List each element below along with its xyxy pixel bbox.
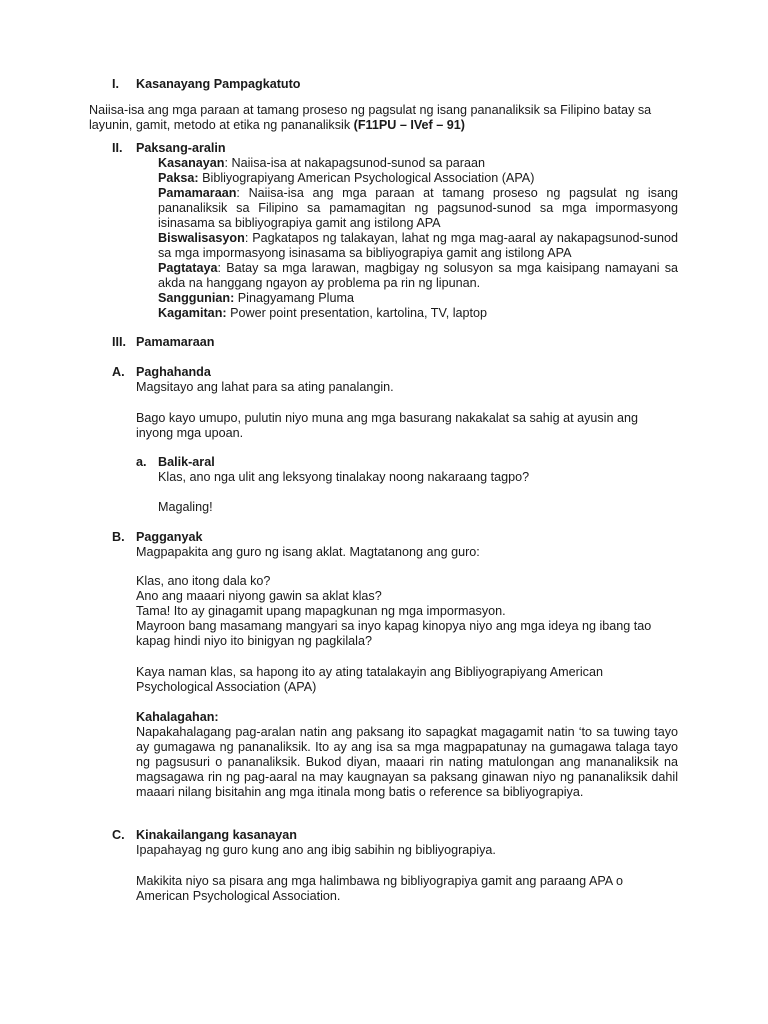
item-sep: : [244,231,253,245]
item-text: Batay sa mga larawan, magbigay ng solusyon sa mga kaisipang namayani sa akda na hanggang ngayon ay problema pa rin ng lipunan. [158,261,678,290]
kahalagahan-body: Napakahalagang pag-aralan natin ang paksang ito sapagkat magagamit natin ‘to sa tuwing tayo ay gumagawa ng pananaliksik. Ito ay ang isa sa mga magpapatunay na gumagawa talaga tayo ng pagsusuri o pananaliksik. Bukod diyan, maaari rin nating matulongan ang mananaliksik na magsagawa rin ng pag-aaral na may kaugnayan sa paksang ginawan niyo ng pananaliksik dahil maaari nilang bisitahin ang mga itinala mong batis o reference sa bibliyograpiya. [136,725,678,799]
item-sep: : [217,261,227,275]
section-1-number: I. [112,77,119,91]
item-label: Sanggunian: [158,291,235,305]
item-text: Naiisa-isa ang mga paraan at tamang proseso ng pagsulat ng isang pananaliksik sa Filipino sa pamamagitan ng pagsunod-sunod sa mga impormasyong isinasama sa bibliyograpiya gamit ang istilong APA [158,186,678,230]
subsection-b-number: B. [112,530,125,544]
balik-aral-p2: Magaling! [158,500,213,514]
question-line: Tama! Ito ay ginagamit upang mapagkunan ng mga impormasyon. [136,604,506,618]
subsection-b-title: Pagganyak [136,530,203,544]
section-3-title: Pamamaraan [136,335,215,349]
balik-aral-title: Balik-aral [158,455,215,469]
section-2-title: Paksang-aralin [136,141,226,155]
item-paksa [158,171,678,186]
item-kagamitan [158,306,678,321]
subsection-a-number: A. [112,365,125,379]
balik-aral-number: a. [136,455,147,469]
paksang-aralin-list [158,156,678,321]
item-text: Naiisa-isa at nakapagsunod-sunod sa paraan [231,156,485,170]
question-line: Ano ang maaari niyong gawin sa aklat klas? [136,589,382,603]
item-sanggunian [158,291,678,306]
item-sep: : [224,156,232,170]
item-label: Kagamitan: [158,306,227,320]
item-label: Kasanayan [158,156,225,170]
subsection-a-title: Paghahanda [136,365,211,379]
section-3-number: III. [112,335,126,349]
section-1-body-text: Naiisa-isa ang mga paraan at tamang proseso ng pagsulat ng isang pananaliksik sa Filipino batay sa layunin, gamit, metodo at etika ng pananaliksik [89,103,652,132]
competency-code: (F11PU – IVef – 91) [353,118,465,132]
item-sep: : [236,186,249,200]
item-text: Pagkatapos ng talakayan, lahat ng mga mag-aaral ay nakapagsunod-sunod sa mga impormasyong isinasama sa bibliyograpiya gamit ang istilong APA [158,231,678,260]
item-label: Biswalisasyon [158,231,245,245]
paghahanda-p2: Bago kayo umupo, pulutin niyo muna ang mga basurang nakakalat sa sahig at ayusin ang inyong mga upoan. [136,411,638,440]
item-pagtataya [158,261,678,291]
subsection-c-title: Kinakailangang kasanayan [136,828,297,842]
kasanayan-p2: Makikita niyo sa pisara ang mga halimbawa ng bibliyograpiya gamit ang paraang APA o American Psychological Association. [136,874,624,903]
kahalagahan-title: Kahalagahan: [136,710,219,724]
section-2-number: II. [112,141,123,155]
item-label: Pagtataya [158,261,218,275]
section-1-title: Kasanayang Pampagkatuto [136,77,301,91]
subsection-c-number: C. [112,828,125,842]
item-label: Pamamaraan [158,186,237,200]
item-biswalisasyon [158,231,678,261]
item-pamamaraan [158,186,678,231]
pagganyak-questions [136,574,678,649]
pagganyak-p1: Magpapakita ang guro ng isang aklat. Magtatanong ang guro: [136,545,480,559]
question-line: Klas, ano itong dala ko? [136,574,271,588]
section-1-body [89,103,678,133]
pagganyak-p3: Kaya naman klas, sa hapong ito ay ating tatalakayin ang Bibliyograpiyang American Psychological Association (APA) [136,665,603,694]
paghahanda-p1: Magsitayo ang lahat para sa ating panalangin. [136,380,394,394]
item-text: Pinagyamang Pluma [237,291,354,305]
question-line: Mayroon bang masamang mangyari sa inyo kapag kinopya niyo ang mga ideya ng ibang tao kapag hindi niyo ito binigyan ng pagkilala? [136,619,652,648]
item-text: Power point presentation, kartolina, TV, laptop [230,306,488,320]
item-kasanayan [158,156,678,171]
item-text: Bibliyograpiyang American Psychological Association (APA) [202,171,535,185]
balik-aral-p1: Klas, ano nga ulit ang leksyong tinalakay noong nakaraang tagpo? [158,470,530,484]
item-label: Paksa: [158,171,199,185]
kasanayan-p1: Ipapahayag ng guro kung ano ang ibig sabihin ng bibliyograpiya. [136,843,496,857]
